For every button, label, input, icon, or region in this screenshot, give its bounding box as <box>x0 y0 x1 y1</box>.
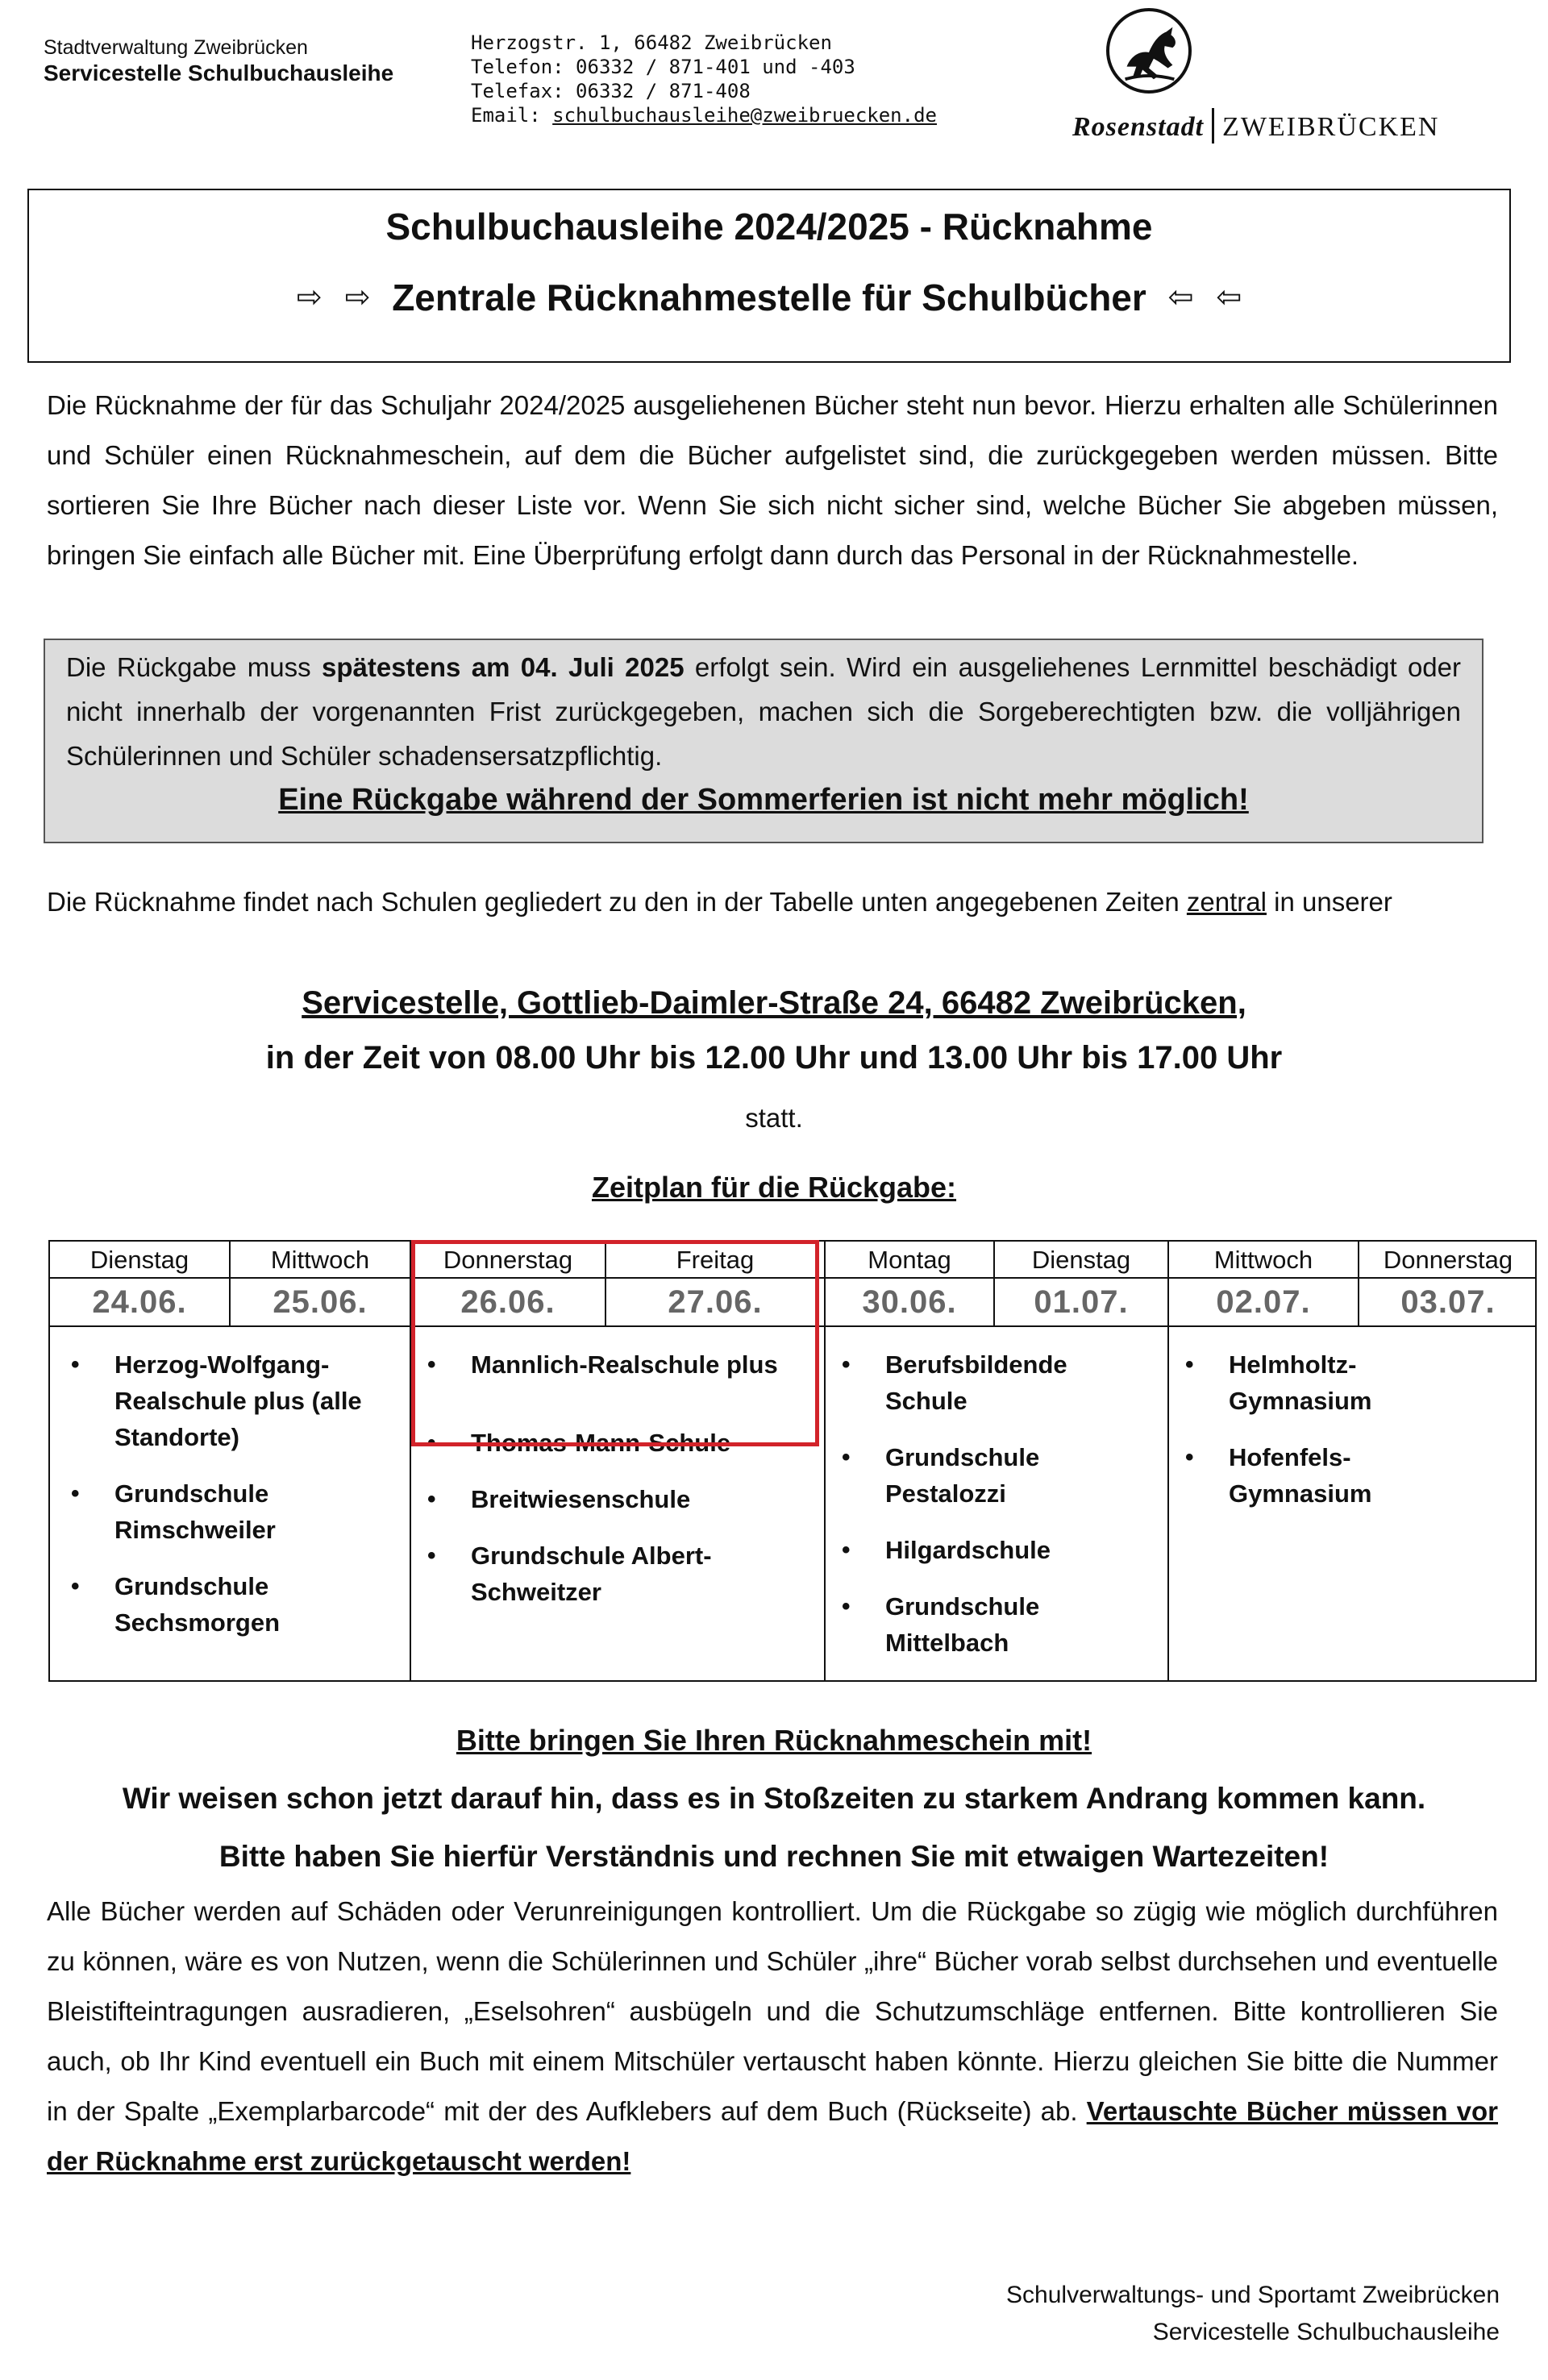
email-link[interactable]: schulbuchausleihe@zweibruecken.de <box>552 104 937 127</box>
arrow-left-icon: ⇦ <box>1167 281 1194 314</box>
swap-warning: Vertauschte Bücher müssen vor der Rücknahme erst zurückgetauscht werden! <box>47 2096 1498 2176</box>
arrow-left-icon: ⇦ <box>1216 281 1242 314</box>
patience-note: Bitte haben Sie hierfür Verständnis und rechnen Sie mit etwaigen Wartezeiten! <box>218 1840 1330 1873</box>
deadline-notice <box>44 639 1484 843</box>
logo-wordmark <box>1072 108 1439 144</box>
school-item: • Herzog-Wolfgang-Realschule plus (alle Standorte) <box>55 1346 402 1455</box>
rush-warning: Wir weisen schon jetzt darauf hin, dass es in Stoßzeiten zu starkem Andrang kommen kann. <box>122 1782 1426 1815</box>
title-box <box>27 189 1511 363</box>
school-item: • Grundschule Pestalozzi <box>826 1439 1148 1512</box>
sender-block <box>44 35 393 85</box>
address: Herzogstr. 1, 66482 Zweibrücken <box>471 31 832 54</box>
logo-script: Rosenstadt <box>1072 112 1205 142</box>
school-group-1 <box>55 1346 402 1661</box>
email-line <box>471 103 937 127</box>
school-item: • Breitwiesenschule <box>411 1481 814 1517</box>
date-label: 25.06. <box>273 1284 368 1320</box>
page-title: Schulbuchausleihe 2024/2025 - Rücknahme <box>385 206 1153 248</box>
notice-deadline: spätestens am 04. Juli 2025 <box>321 652 685 682</box>
day-label: Donnerstag <box>443 1246 573 1274</box>
location-post: in unserer <box>1266 887 1392 917</box>
arrow-right-icon: ⇨ <box>296 281 322 314</box>
contact-block <box>471 31 937 127</box>
school-group-3 <box>826 1346 1148 1681</box>
org-line-2: Servicestelle Schulbuchausleihe <box>44 60 394 85</box>
signature <box>1006 2277 1500 2351</box>
intro-paragraph: Die Rücknahme der für das Schuljahr 2024/2025 ausgeliehenen Bücher steht nun bevor. Hierzu erhalten alle Schülerinnen und Schüler einen Rücknahmeschein, auf dem die Bücher aufgelistet sind, die zurückgegeben werden müssen. Bitte sortieren Sie Ihre Bücher nach dieser Liste vor. Wenn Sie sich nicht sicher sind, welche Bücher Sie abgeben müssen, bringen Sie einfach alle Bücher mit. Eine Überprüfung erfolgt dann durch das Personal in der Rücknahmestelle. <box>47 390 1498 570</box>
school-item: • Grundschule Mittelbach <box>826 1588 1148 1661</box>
notice-pre: Die Rückgabe muss <box>66 652 322 682</box>
page-subtitle <box>29 276 1509 319</box>
notice-post: erfolgt sein. Wird ein ausgeliehenes Lernmittel beschädigt oder nicht innerhalb der vorgenannten Frist zurückgegeben, machen sich die Sorgeberechtigten bzw. die volljährigen Schülerinnen und Schüler schadensersatzpflichtig. <box>66 652 1461 771</box>
date-label: 03.07. <box>1400 1284 1496 1320</box>
bring-reminder: Bitte bringen Sie Ihren Rücknahmeschein mit! <box>456 1724 1092 1757</box>
location-central: zentral <box>1186 887 1267 917</box>
school-item: • Thomas-Mann-Schule <box>411 1425 814 1461</box>
email-label: Email: <box>471 104 553 127</box>
date-label: 26.06. <box>460 1284 556 1320</box>
date-label: 30.06. <box>862 1284 957 1320</box>
signature-line-2: Servicestelle Schulbuchausleihe <box>1152 2319 1500 2345</box>
school-item: • Hilgardschule <box>826 1532 1148 1568</box>
day-label: Mittwoch <box>270 1246 370 1274</box>
horse-seal-icon <box>1106 8 1192 94</box>
date-label: 02.07. <box>1216 1284 1311 1320</box>
school-group-4 <box>1169 1346 1508 1532</box>
notice-summer: Eine Rückgabe während der Sommerferien ist nicht mehr möglich! <box>278 783 1249 817</box>
day-label: Donnerstag <box>1383 1246 1513 1274</box>
arrow-right-icon: ⇨ <box>344 281 371 314</box>
signature-line-1: Schulverwaltungs- und Sportamt Zweibrücken <box>1006 2282 1500 2308</box>
school-item: • Mannlich-Realschule plus <box>411 1346 814 1383</box>
statt-word: statt. <box>745 1103 803 1133</box>
service-address: Servicestelle, Gottlieb-Daimler-Straße 24, 66482 Zweibrücken, <box>302 985 1246 1021</box>
org-line-1: Stadtverwaltung Zweibrücken <box>44 36 308 59</box>
schedule-heading: Zeitplan für die Rückgabe: <box>591 1171 957 1204</box>
closing-paragraph <box>47 1887 1498 2187</box>
date-label: 27.06. <box>668 1284 763 1320</box>
date-label: 24.06. <box>92 1284 187 1320</box>
closing-text: Alle Bücher werden auf Schäden oder Verunreinigungen kontrolliert. Um die Rückgabe so zügig wie möglich durchführen zu können, wäre es von Nutzen, wenn die Schülerinnen und Schüler „ihre“ Bücher vorab selbst durchsehen und eventuelle Bleistifteintragungen ausradieren, „Eselsohren“ ausbügeln und die Schutzumschläge entfernen. Bitte kontrollieren Sie auch, ob Ihr Kind eventuell ein Buch mit einem Mitschüler vertauscht haben könnte. Hierzu gleichen Sie bitte die Nummer in der Spalte „Exemplarbarcode“ mit der des Aufklebers auf dem Buch (Rückseite) ab. <box>47 1896 1498 2126</box>
day-label: Freitag <box>676 1246 755 1274</box>
school-item: • Grundschule Rimschweiler <box>55 1475 402 1548</box>
logo-divider <box>1212 108 1214 144</box>
school-item: • Berufsbildende Schule <box>826 1346 1148 1419</box>
school-item: • Grundschule Albert-Schweitzer <box>411 1537 814 1610</box>
school-item: • Grundschule Sechsmorgen <box>55 1568 402 1641</box>
highlight-frame <box>411 1240 819 1446</box>
location-pre: Die Rücknahme findet nach Schulen gegliedert zu den in der Tabelle unten angegebenen Zeiten <box>47 887 1187 917</box>
logo-caps: ZWEIBRÜCKEN <box>1222 112 1440 142</box>
city-logo <box>1072 8 1524 145</box>
day-label: Montag <box>868 1246 951 1274</box>
day-label: Dienstag <box>1031 1246 1131 1274</box>
subtitle-text: Zentrale Rücknahmestelle für Schulbücher <box>392 277 1146 318</box>
location-paragraph <box>47 877 1498 927</box>
day-label: Dienstag <box>89 1246 189 1274</box>
day-label: Mittwoch <box>1213 1246 1313 1274</box>
date-label: 01.07. <box>1034 1284 1129 1320</box>
school-item: • Helmholtz-Gymnasium <box>1169 1346 1398 1419</box>
fax: Telefax: 06332 / 871-408 <box>471 80 751 102</box>
opening-hours: in der Zeit von 08.00 Uhr bis 12.00 Uhr und 13.00 Uhr bis 17.00 Uhr <box>265 1040 1283 1076</box>
school-item: • Hofenfels-Gymnasium <box>1169 1439 1398 1512</box>
phone: Telefon: 06332 / 871-401 und -403 <box>471 56 855 78</box>
